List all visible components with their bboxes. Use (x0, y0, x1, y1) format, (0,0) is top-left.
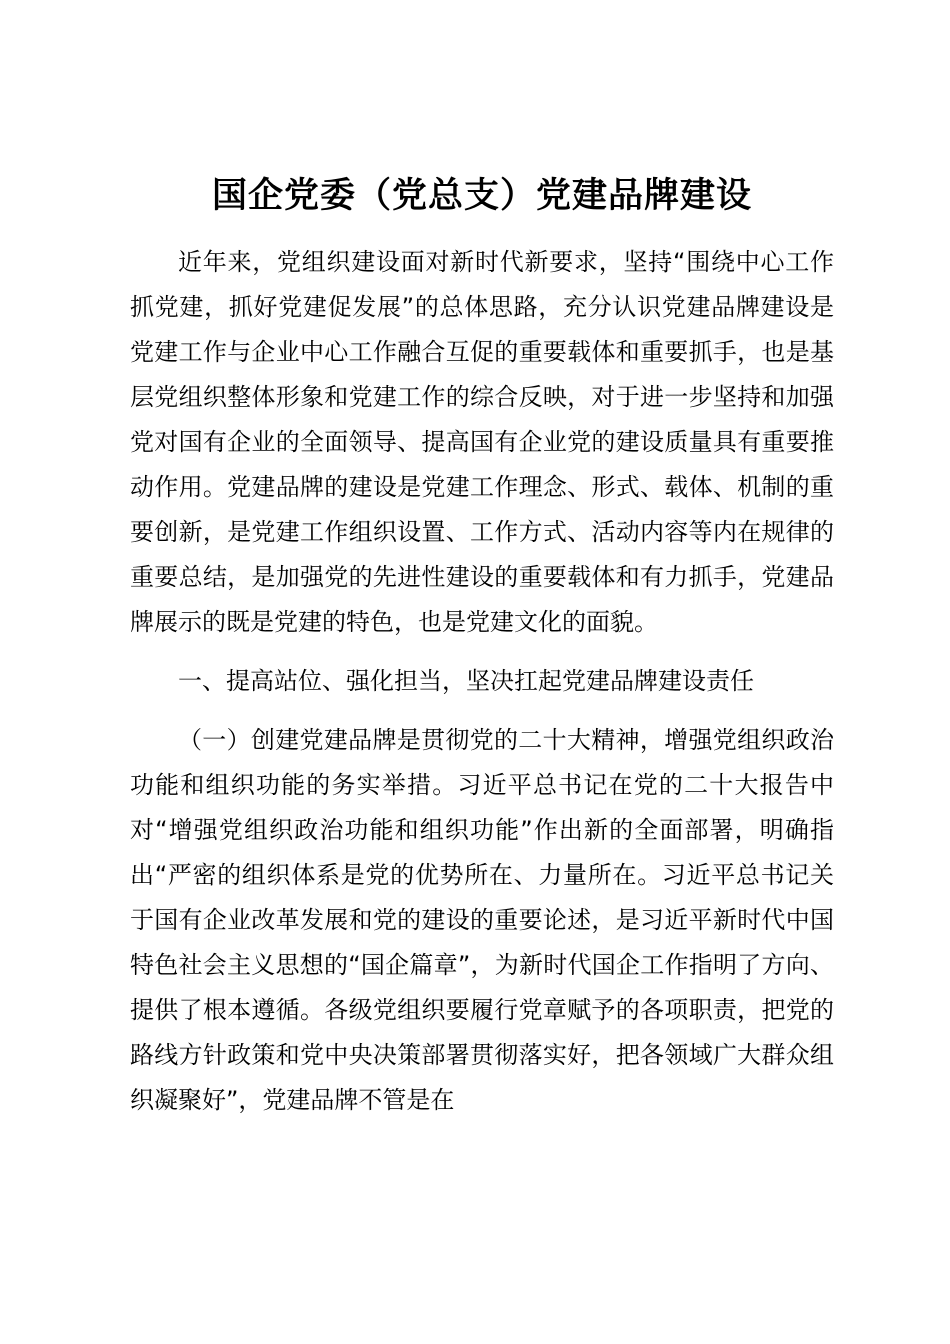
section-heading: 一、提高站位、强化担当，坚决扛起党建品牌建设责任 (178, 667, 754, 695)
document-page (130, 172, 834, 1123)
subsection-paragraph: （一）创建党建品牌是贯彻党的二十大精神，增强党组织政治功能和组织功能的务实举措。习近平总书记在党的二十大报告中对“增强党组织政治功能和组织功能”作出新的全面部署，明确指出“严密的组织体系是党的优势所在、力量所在。习近平总书记关于国有企业改革发展和党的建设的重要论述，是习近平新时代中国特色社会主义思想的“国企篇章”，为新时代国企工作指明了方向、提供了根本遵循。各级党组织要履行党章赋予的各项职责，把党的路线方针政策和党中央决策部署贯彻落实好，把各领域广大群众组织凝聚好”，党建品牌不管是在 (130, 726, 834, 1114)
intro-paragraph: 近年来，党组织建设面对新时代新要求，坚持“围绕中心工作抓党建，抓好党建促发展”的总体思路，充分认识党建品牌建设是党建工作与企业中心工作融合互促的重要载体和重要抓手，也是基层党组织整体形象和党建工作的综合反映，对于进一步坚持和加强党对国有企业的全面领导、提高国有企业党的建设质量具有重要推动作用。党建品牌的建设是党建工作理念、形式、载体、机制的重要创新，是党建工作组织设置、工作方式、活动内容等内在规律的重要总结，是加强党的先进性建设的重要载体和有力抓手，党建品牌展示的既是党建的特色，也是党建文化的面貌。 (130, 248, 834, 636)
document-title: 国企党委（党总支）党建品牌建设 (211, 176, 752, 216)
